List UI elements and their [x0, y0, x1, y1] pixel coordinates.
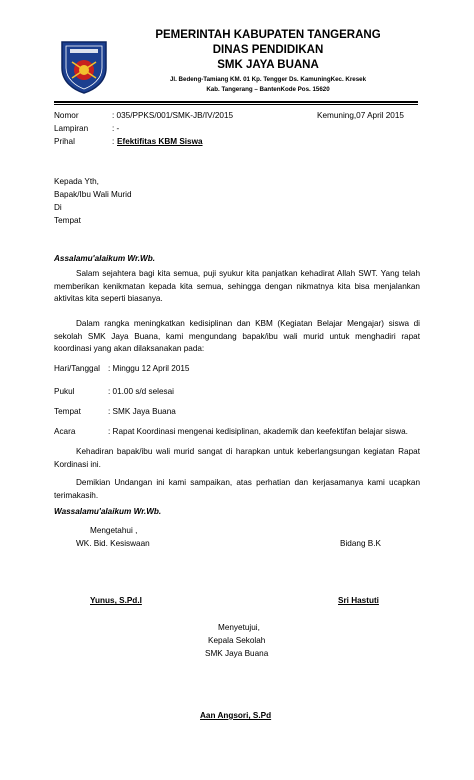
paragraph-4-text: Demikian Undangan ini kami sampaikan, atas perhatian dan kerjasamanya kami ucapkan terimakasih.: [54, 478, 420, 500]
tempat-label: Tempat: [54, 407, 81, 416]
recipient-line-1: Kepada Yth,: [54, 177, 99, 186]
head-signer-name: Aan Angsori, S.Pd: [200, 711, 272, 720]
tempat-value: : SMK Jaya Buana: [108, 407, 176, 416]
recipient-line-4: Tempat: [54, 216, 81, 225]
paragraph-3: [54, 446, 420, 471]
header-divider: [54, 101, 418, 103]
right-signer-title: Bidang B.K: [340, 539, 381, 548]
paragraph-4: [54, 477, 420, 502]
prihal-colon: :: [112, 137, 115, 146]
hari-value: : Minggu 12 April 2015: [108, 364, 190, 373]
lampiran-value: : -: [112, 124, 120, 133]
recipient-line-3: Di: [54, 203, 62, 212]
closing-greeting: Wassalamu'alaikum Wr.Wb.: [54, 507, 162, 516]
head-title-2: SMK Jaya Buana: [205, 649, 269, 658]
header-address-2: Kab. Tangerang – BantenKode Pos. 15620: [206, 86, 330, 93]
recipient-line-2: Bapak/Ibu Wali Murid: [54, 190, 132, 199]
left-signer-name: Yunus, S.Pd.I: [90, 596, 142, 605]
header-department: DINAS PENDIDIKAN: [212, 44, 324, 56]
header-address-1: Jl. Bedeng-Tamiang KM. 01 Kp. Tengger Ds. KamuningKec. Kresek: [169, 76, 367, 83]
mengetahui-label: Mengetahui ,: [90, 526, 138, 535]
school-logo: [58, 38, 110, 94]
paragraph-2: [54, 318, 420, 356]
paragraph-2-text: Dalam rangka meningkatkan kedisiplinan dan KBM (Kegiatan Belajar Mengajar) siswa di sekolah SMK Jaya Buana, kami mengundang bapak/ibu wali murid untuk menghadiri rapat koordinasi yang akan dilaksanakan pada:: [54, 319, 420, 353]
letter-date: Kemuning,07 April 2015: [317, 111, 404, 120]
lampiran-label: Lampiran: [54, 124, 89, 133]
hari-label: Hari/Tanggal: [54, 364, 100, 373]
header-divider-thin: [54, 104, 418, 105]
pukul-label: Pukul: [54, 387, 75, 396]
right-signer-name: Sri Hastuti: [338, 596, 379, 605]
paragraph-1: [54, 268, 420, 306]
header-school: SMK JAYA BUANA: [217, 59, 319, 71]
paragraph-1-text: Salam sejahtera bagi kita semua, puji syukur kita panjatkan kehadirat Allah SWT. Yang telah memberikan kenikmatan kepada kita semua, sehingga dengan nikmatnya kita bisa menjalankan aktivitas kita seperti biasanya.: [54, 269, 420, 303]
paragraph-3-text: Kehadiran bapak/ibu wali murid sangat di harapkan untuk keberlangsungan kegiatan Rapat Kordinasi ini.: [54, 447, 420, 469]
nomor-label: Nomor: [54, 111, 79, 120]
letterhead: [118, 28, 418, 95]
pukul-value: : 01.00 s/d selesai: [108, 387, 174, 396]
head-title-1: Kepala Sekolah: [208, 636, 266, 645]
left-signer-title: WK. Bid. Kesiswaan: [76, 539, 150, 548]
greeting: Assalamu'alaikum Wr.Wb.: [54, 254, 155, 263]
acara-label: Acara: [54, 427, 76, 436]
header-government: PEMERINTAH KABUPATEN TANGERANG: [155, 29, 381, 41]
prihal-value: Efektifitas KBM Siswa: [117, 137, 203, 146]
acara-value: : Rapat Koordinasi mengenai kedisiplinan, akademik dan keefektifan belajar siswa.: [108, 427, 408, 436]
menyetujui-label: Menyetujui,: [218, 623, 260, 632]
prihal-label: Prihal: [54, 137, 75, 146]
nomor-value: : 035/PPKS/001/SMK-JB/IV/2015: [112, 111, 234, 120]
